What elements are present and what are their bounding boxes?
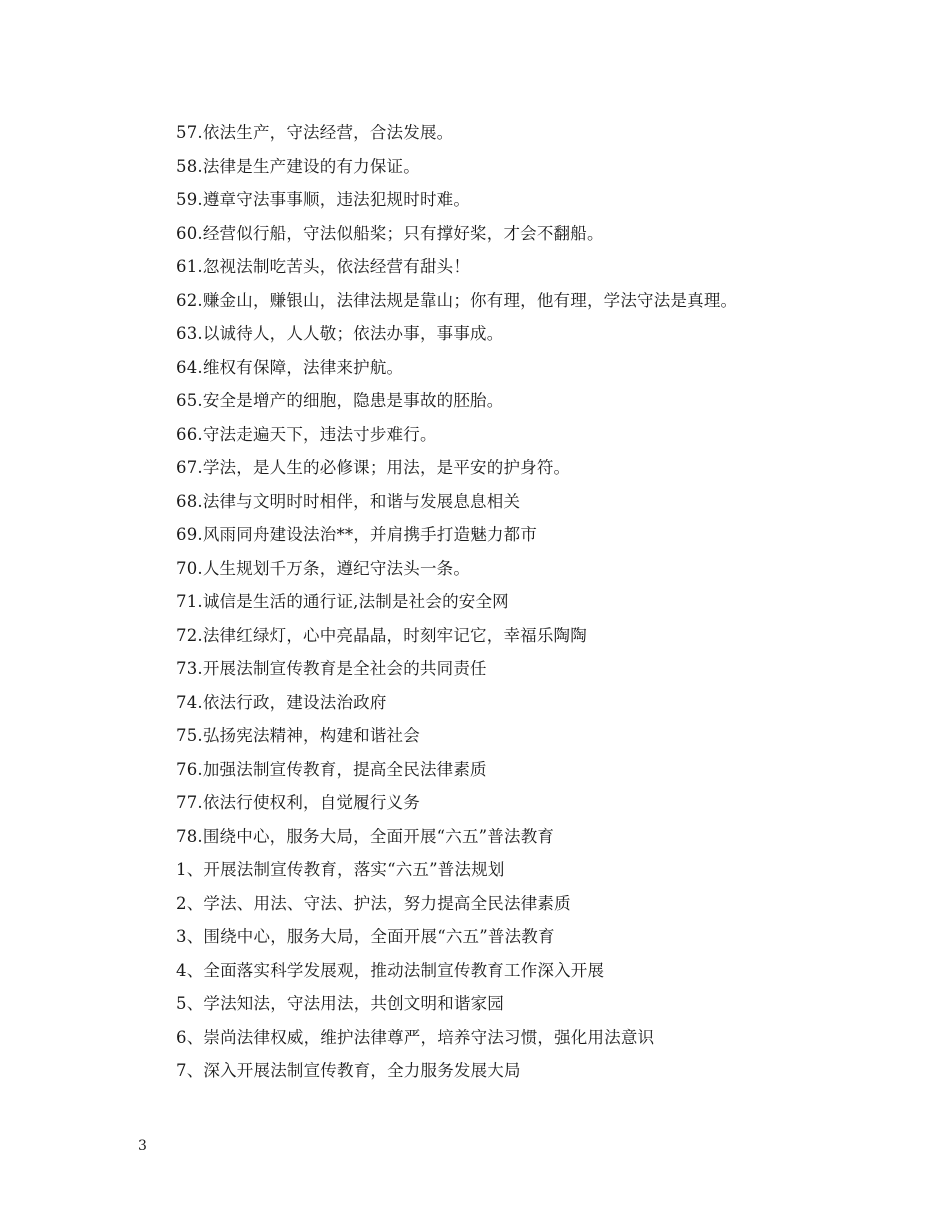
list-item: 1、开展法制宣传教育，落实“六五”普法规划 [176, 860, 505, 879]
list-item: 73.开展法制宣传教育是全社会的共同责任 [176, 659, 487, 678]
list-item: 69.风雨同舟建设法治**，并肩携手打造魅力都市 [176, 525, 538, 544]
list-item: 70.人生规划千万条，遵纪守法头一条。 [176, 558, 471, 578]
slogan-list [176, 116, 876, 1088]
list-item: 62.赚金山，赚银山，法律法规是靠山；你有理，他有理，学法守法是真理。 [176, 290, 738, 310]
list-item: 72.法律红绿灯，心中亮晶晶，时刻牢记它，幸福乐陶陶 [176, 625, 587, 645]
list-item: 75.弘扬宪法精神，构建和谐社会 [176, 726, 420, 745]
list-item: 76.加强法制宣传教育，提高全民法律素质 [176, 759, 487, 779]
list-item: 77.依法行使权利，自觉履行义务 [176, 793, 420, 812]
list-item: 57.依法生产，守法经营，合法发展。 [176, 123, 454, 142]
list-item: 61.忽视法制吃苦头，依法经营有甜头！ [176, 257, 471, 276]
list-item: 7、深入开展法制宣传教育，全力服务发展大局 [176, 1061, 521, 1080]
list-item: 66.守法走遍天下，违法寸步难行。 [176, 424, 437, 444]
list-item: 74.依法行政，建设法治政府 [176, 692, 387, 712]
list-item: 68.法律与文明时时相伴，和谐与发展息息相关 [176, 491, 521, 511]
list-item: 2、学法、用法、守法、护法，努力提高全民法律素质 [176, 893, 571, 913]
list-item: 58.法律是生产建设的有力保证。 [176, 156, 420, 176]
page-number: 3 [138, 1138, 147, 1154]
list-item: 60.经营似行船，守法似船桨；只有撑好桨，才会不翻船。 [176, 223, 604, 243]
list-item: 67.学法，是人生的必修课；用法，是平安的护身符。 [176, 458, 571, 477]
list-item: 3、围绕中心，服务大局，全面开展“六五”普法教育 [176, 927, 555, 946]
list-item: 78.围绕中心，服务大局，全面开展“六五”普法教育 [176, 826, 555, 846]
list-item: 5、学法知法，守法用法，共创文明和谐家园 [176, 994, 504, 1013]
list-item: 6、崇尚法律权威，维护法律尊严，培养守法习惯，强化用法意识 [176, 1027, 655, 1047]
list-item: 65.安全是增产的细胞，隐患是事故的胚胎。 [176, 391, 504, 410]
list-item: 71.诚信是生活的通行证,法制是社会的安全网 [176, 592, 509, 611]
list-item: 64.维权有保障，法律来护航。 [176, 357, 404, 377]
list-item: 4、全面落实科学发展观，推动法制宣传教育工作深入开展 [176, 960, 605, 980]
list-item: 59.遵章守法事事顺，违法犯规时时难。 [176, 190, 471, 209]
list-item: 63.以诚待人，人人敬；依法办事，事事成。 [176, 324, 504, 343]
